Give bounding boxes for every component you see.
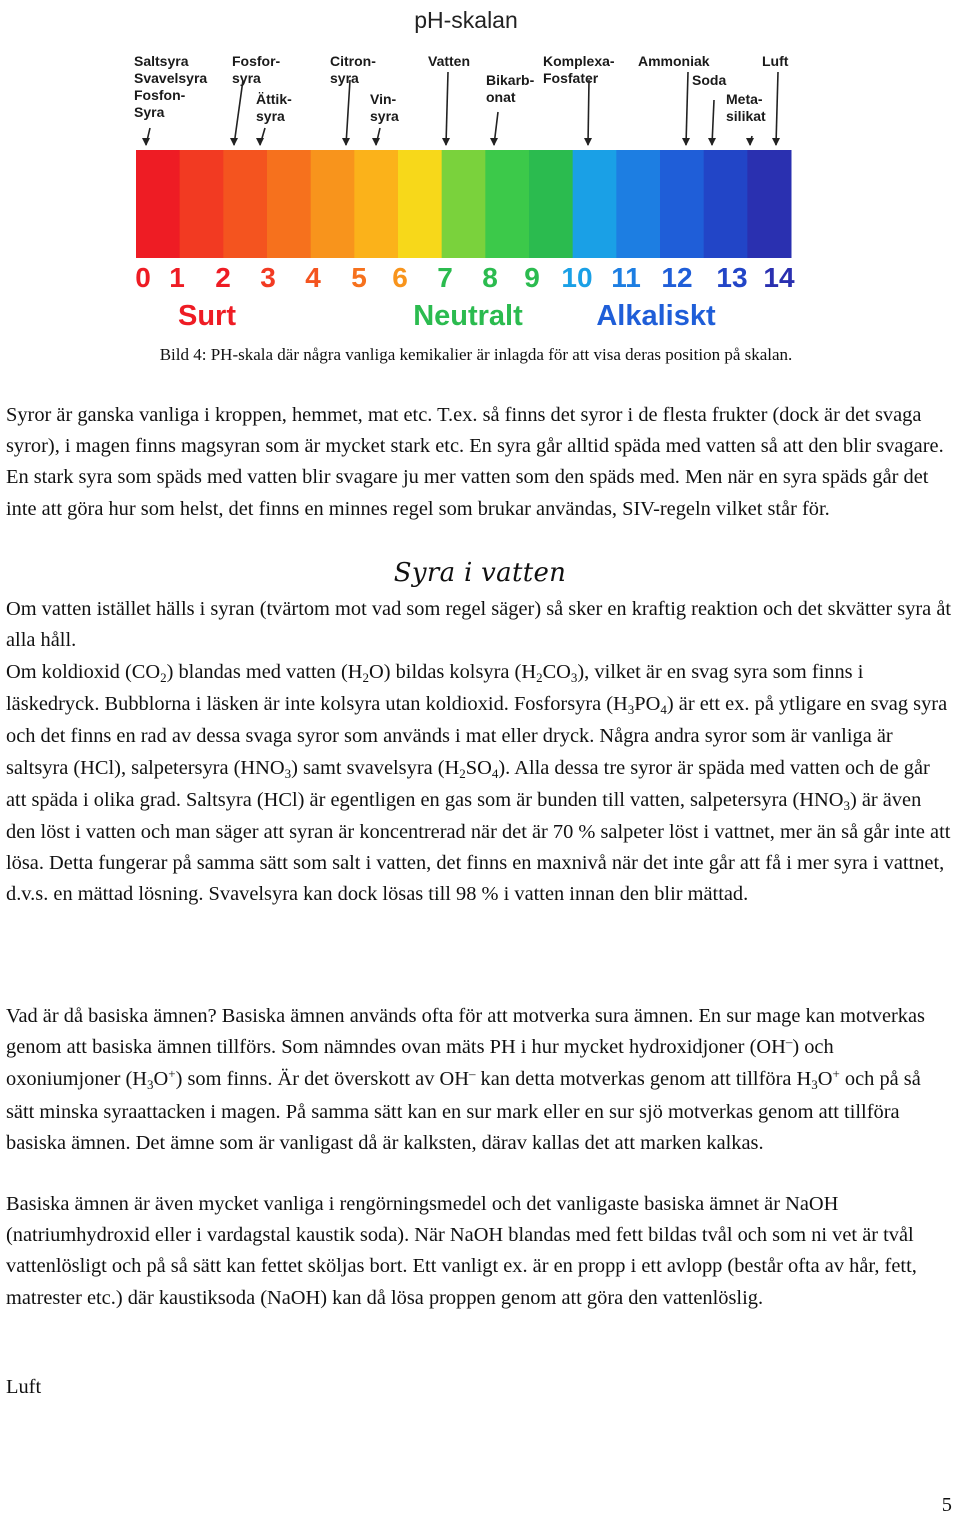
arrow-head (682, 138, 690, 146)
chemical-label: Svavelsyra (134, 70, 208, 86)
ph-number: 8 (482, 262, 498, 293)
arrow-head (490, 138, 498, 146)
arrow-head (230, 138, 238, 146)
arrow-head (342, 138, 350, 146)
paragraph-bases: Vad är då basiska ämnen? Basiska ämnen används ofta för att motverka sura ämnen. En sur mage kan motverkas genom att basiska ämnen tillförs. Som nämndes ovan mäts PH i hur mycket hydroxidjoner (OH–) och oxoniumjoner (H3O+) som finns. Är det överskott av OH– kan detta motverkas genom att tillföra H3O+ och på så sätt minska syraattacken i magen. På samma sätt kan en sur mark eller en sur sjö motverkas genom att tillföra basiska ämnen. Det ämne som är vanligast då är kalksten, därav kallas det att marken kalkas. (6, 1005, 925, 1154)
chemical-label: Fosfon- (134, 87, 186, 103)
chemical-label: Syra (134, 104, 165, 120)
chemical-label: Luft (762, 53, 789, 69)
arrow-line (446, 72, 448, 145)
ph-number: 5 (351, 262, 367, 293)
chemical-label: Vin- (370, 91, 397, 107)
arrow-line (588, 80, 589, 145)
chemical-label: syra (370, 108, 399, 124)
ph-scale-image (126, 0, 806, 338)
ph-segment-14 (747, 150, 791, 258)
ph-segment-8 (485, 150, 529, 258)
ph-number: 4 (305, 262, 321, 293)
chemical-label: Bikarb- (486, 72, 535, 88)
ph-number: 0 (135, 262, 151, 293)
ph-segment-13 (704, 150, 748, 258)
chemical-label: syra (232, 70, 261, 86)
scale-category-labels (178, 300, 716, 332)
chemical-label: Citron- (330, 53, 376, 69)
chemical-label: onat (486, 89, 516, 105)
luft-heading: Luft (6, 1376, 42, 1398)
chemical-label: Soda (692, 72, 727, 88)
ph-segment-3 (267, 150, 311, 258)
chemical-label: Meta- (726, 91, 763, 107)
ph-number: 11 (611, 262, 641, 293)
chemical-labels (134, 53, 789, 124)
ph-segment-11 (616, 150, 660, 258)
scale-label: Alkaliskt (596, 300, 716, 332)
paragraph-acids: Om koldioxid (CO2) blandas med vatten (H2O) bildas kolsyra (H2CO3), vilket är en svag syra som finns i läskedryck. Bubblorna i läsken är inte kolsyra utan koldioxid. Fosforsyra (H3PO4) är ett ex. på ytligare en svag syra och det finns en rad av dessa svaga syror som används i mat eller dryck. Några andra syror som är vanliga är saltsyra (HCl), salpetersyra (HNO3) samt svavelsyra (H2SO4). Alla dessa tre syror är späda med vatten och de går att späda i olika grad. Saltsyra (HCl) är egentligen en gas som är bunden till vatten, salpetersyra (HNO3) är även den löst i vatten och man säger att syran är koncentrerad när det är 70 % salpeter löst i vattnet, mer än så går inte att lösa. Detta fungerar på samma sätt som salt i vatten, det finns en maxnivå när det inte går att få i mer syra i vattnet, d.v.s. en mättad lösning. Svavelsyra kan dock lösas till 98 % i vatten innan den blir mättad. (6, 661, 951, 906)
arrow-head (584, 138, 592, 146)
ph-segment-0 (136, 150, 180, 258)
chemical-label: syra (330, 70, 359, 86)
chemical-label: silikat (726, 108, 766, 124)
ph-number: 3 (260, 262, 276, 293)
ph-number: 2 (215, 262, 231, 293)
ph-number: 9 (524, 262, 540, 293)
chemical-label: Ammoniak (638, 53, 710, 69)
ph-color-bar (136, 150, 792, 258)
arrow-line (686, 72, 688, 145)
chemical-label: Ättik- (256, 91, 292, 107)
chemical-label: Saltsyra (134, 53, 189, 69)
ph-segment-7 (442, 150, 486, 258)
paragraph-intro: Syror är ganska vanliga i kroppen, hemmet, mat etc. T.ex. så finns det syror i de flesta frukter (dock är det svaga syror), i magen finns magsyran som är mycket stark etc. En syra går alltid späda med vatten så att den blir svagare. En stark syra som späds med vatten blir svagare ju mer vatten som den späds med. Men när en syra späds går det inte att göra hur som helst, det finns en minnes regel som brukar användas, SIV-regeln vilket står för. (6, 404, 944, 520)
ph-scale-numbers (135, 262, 795, 293)
ph-number: 7 (437, 262, 453, 293)
ph-number: 6 (392, 262, 408, 293)
ph-segment-9 (529, 150, 573, 258)
arrow-head (372, 138, 380, 146)
page-number: 5 (941, 1494, 952, 1516)
figure-caption: Bild 4: PH-skala där några vanliga kemikalier är inlagda för att visa deras position på skalan. (159, 345, 793, 364)
ph-segment-12 (660, 150, 704, 258)
ph-segment-2 (223, 150, 267, 258)
arrow-line (346, 80, 350, 145)
arrow-head (746, 138, 754, 146)
paragraph-reaction: Om vatten istället hälls i syran (tvärtom mot vad som regel säger) så sker en kraftig reaktion och det skvätter syra åt alla håll. (6, 598, 952, 652)
arrow-line (776, 72, 778, 145)
arrow-head (772, 138, 780, 146)
ph-segment-5 (354, 150, 398, 258)
ph-number: 12 (661, 262, 693, 293)
scale-label: Surt (178, 300, 236, 332)
ph-segment-6 (398, 150, 442, 258)
arrow-head (708, 138, 716, 146)
chemical-label: syra (256, 108, 285, 124)
ph-segment-10 (573, 150, 617, 258)
ph-number: 14 (763, 262, 795, 293)
chemical-label: Fosfor- (232, 53, 281, 69)
ph-segment-4 (311, 150, 355, 258)
scale-label: Neutralt (413, 300, 523, 332)
arrow-head (256, 138, 264, 146)
figure-title: pH-skalan (414, 7, 518, 33)
arrow-line (234, 80, 243, 145)
arrow-head (442, 138, 450, 146)
arrow-head (142, 138, 150, 146)
ph-number: 10 (561, 262, 593, 293)
section-heading: Syra i vatten (393, 558, 567, 588)
paragraph-cleaning: Basiska ämnen är även mycket vanliga i rengörningsmedel och det vanligaste basiska ämnet är NaOH (natriumhydroxid eller i vardagstal kaustik soda). När NaOH blandas med fett bildas tvål och som ni vet är tvål vattenlösligt och på så sätt kan fettet sköljas bort. Ett vanligt ex. är en propp i ett avlopp (består ofta av hår, fett, matrester etc.) där kaustiksoda (NaOH) kan då lösa proppen genom att göra den vattenlöslig. (6, 1193, 917, 1309)
ph-number: 13 (716, 262, 748, 293)
ph-scale-figure (126, 0, 806, 338)
ph-segment-1 (180, 150, 224, 258)
chemical-label: Komplexa- (543, 53, 615, 69)
chemical-label: Vatten (428, 53, 471, 69)
ph-number: 1 (169, 262, 185, 293)
chemical-label: Fosfater (543, 70, 599, 86)
